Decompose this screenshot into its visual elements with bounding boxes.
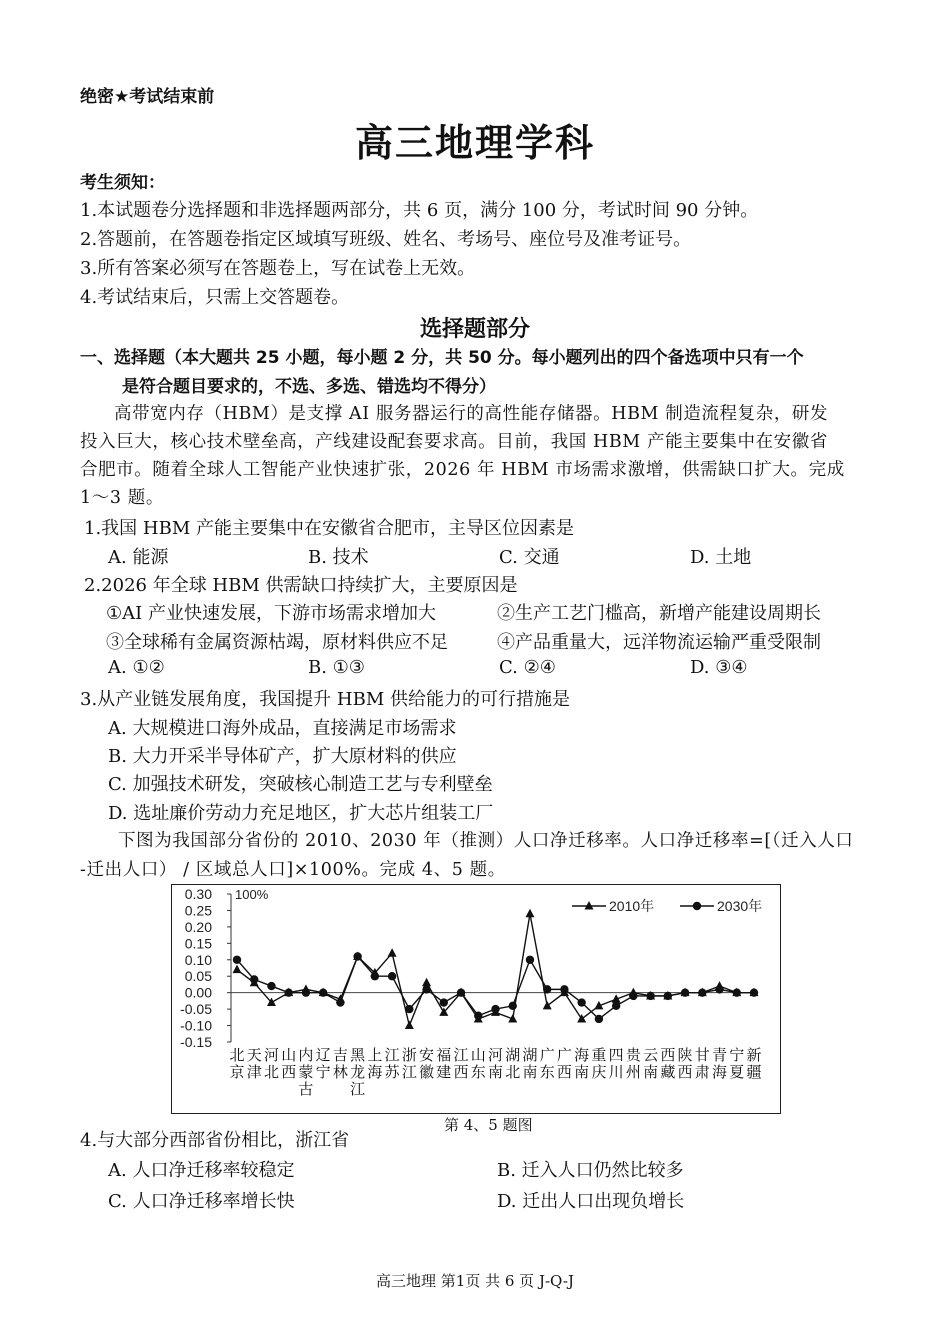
x-label-char: 福	[436, 1047, 452, 1064]
x-label-char: 上	[367, 1047, 383, 1064]
x-label-char: 西	[556, 1064, 572, 1081]
chart-caption: 第 4、5 题图	[444, 1116, 533, 1134]
x-label-char: 西	[677, 1064, 693, 1081]
y-tick-label: -0.15	[180, 1034, 212, 1050]
point-2030-黑龙江	[353, 952, 361, 960]
y-tick-label: 0.00	[184, 984, 212, 1001]
page-title: 高三地理学科	[354, 121, 595, 165]
point-2030-贵州	[629, 992, 637, 1000]
x-label-char: 山	[470, 1047, 486, 1064]
q3-option-a: A. 大规模进口海外成品，直接满足市场需求	[108, 718, 457, 739]
x-label-char: 苏	[384, 1064, 400, 1081]
point-2010-北京	[233, 965, 242, 974]
point-2030-辽宁	[319, 988, 327, 996]
x-label-char: 云	[643, 1047, 659, 1064]
point-2030-广东	[543, 985, 551, 993]
x-label-char: 东	[539, 1064, 555, 1081]
x-label-char: 海	[367, 1064, 383, 1081]
point-2030-上海	[371, 972, 379, 980]
x-label-char: 海	[712, 1064, 728, 1081]
q3-option-c: C. 加强技术研发，突破核心制造工艺与专利壁垒	[108, 774, 493, 795]
x-label-char: 肃	[694, 1064, 710, 1081]
x-label-char: 南	[643, 1064, 659, 1081]
x-label-char: 南	[574, 1064, 590, 1081]
passage-line: 1～3 题。	[80, 488, 164, 508]
notice-item: 3.所有答案必须写在答题卷上，写在试卷上无效。	[80, 258, 476, 279]
point-2030-宁夏	[733, 988, 741, 996]
point-2030-西藏	[664, 992, 672, 1000]
q1-option-d: D. 土地	[690, 547, 752, 568]
point-2030-湖南	[526, 956, 534, 964]
x-label-char: 川	[608, 1064, 624, 1081]
section-instructions: 一、选择题（本大题共 25 小题，每小题 2 分，共 50 分。每小题列出的四个备选项中只有一个	[80, 348, 804, 368]
x-label-char: 庆	[591, 1064, 607, 1081]
x-label-char: 山	[281, 1047, 297, 1064]
point-2030-江苏	[388, 972, 396, 980]
x-label-char: 东	[470, 1064, 486, 1081]
point-2030-天津	[250, 975, 258, 983]
x-label-char: 南	[487, 1064, 504, 1081]
x-label-char: 林	[332, 1064, 348, 1081]
y-tick-label: 0.05	[184, 968, 212, 985]
point-2010-浙江	[405, 1021, 414, 1030]
q2-option-a: A. ①②	[108, 657, 165, 678]
x-label-char: 京	[229, 1064, 245, 1081]
x-label-char: 湖	[505, 1047, 521, 1064]
legend-label: 2010年	[609, 898, 655, 914]
point-2030-北京	[233, 956, 241, 964]
section-title: 选择题部分	[419, 317, 530, 342]
point-2030-吉林	[336, 998, 344, 1006]
y-unit-label: 100%	[235, 887, 269, 902]
point-2030-江西	[457, 988, 465, 996]
y-tick-label: 0.15	[184, 935, 212, 952]
chart-svg	[172, 885, 780, 1113]
x-label-char: 湖	[522, 1047, 538, 1064]
passage-line: 高带宽内存（HBM）是支撑 AI 服务器运行的高性能存储器。HBM 制造流程复杂，研发	[114, 404, 829, 424]
x-label-char: 重	[591, 1047, 607, 1064]
point-2030-云南	[646, 992, 654, 1000]
passage-line: 合肥市。随着全球人工智能产业快速扩张，2026 年 HBM 市场需求激增，供需缺口扩大。完成	[80, 460, 845, 480]
x-label-char: 徽	[419, 1064, 435, 1081]
x-label-char: 海	[574, 1047, 590, 1064]
point-2030-广西	[560, 985, 568, 993]
x-label-char: 西	[660, 1047, 676, 1064]
x-label-char: 安	[419, 1047, 435, 1064]
y-tick-label: -0.10	[180, 1017, 212, 1034]
question-4-stem: 4.与大部分西部省份相比，浙江省	[80, 1130, 350, 1151]
q3-option-b: B. 大力开采半导体矿产，扩大原材料的供应	[108, 746, 457, 767]
x-label-char: 古	[298, 1081, 314, 1098]
x-label-char: 天	[246, 1047, 262, 1064]
x-label-char: 西	[281, 1064, 297, 1081]
x-label-char: 吉	[332, 1047, 348, 1064]
question-2-stem: 2.2026 年全球 HBM 供需缺口持续扩大，主要原因是	[84, 575, 518, 596]
q4-option-a: A. 人口净迁移率较稳定	[108, 1160, 295, 1181]
point-2030-山东	[474, 1011, 482, 1019]
y-tick-label: 0.30	[184, 886, 212, 902]
point-2030-福建	[440, 998, 448, 1006]
x-label-char: 西	[453, 1064, 469, 1081]
q4-option-b: B. 迁入人口仍然比较多	[497, 1160, 684, 1181]
x-label-char: 宁	[729, 1047, 745, 1064]
point-2030-山西	[285, 988, 293, 996]
notice-item: 4.考试结束后，只需上交答题卷。	[80, 287, 350, 308]
point-2010-江苏	[388, 948, 397, 957]
passage-line: -迁出人口） / 区域总人口]×100%。完成 4、5 题。	[80, 860, 506, 880]
x-label-char: 藏	[660, 1064, 676, 1081]
point-2010-湖南	[525, 909, 534, 918]
x-label-char: 夏	[729, 1064, 745, 1081]
x-label-char: 北	[263, 1064, 279, 1081]
point-2030-河北	[267, 982, 275, 990]
point-2010-广东	[543, 1001, 552, 1010]
point-2030-新疆	[750, 988, 758, 996]
x-label-char: 广	[539, 1047, 555, 1064]
x-label-char: 内	[298, 1047, 314, 1064]
q2-item-2: ②生产工艺门槛高，新增产能建设周期长	[497, 603, 821, 624]
legend-marker-triangle	[585, 901, 594, 910]
x-label-char: 江	[453, 1047, 469, 1064]
notice-heading: 考生须知：	[80, 173, 165, 193]
q2-item-1: ①AI 产业快速发展，下游市场需求增加大	[106, 603, 436, 624]
q2-option-c: C. ②④	[499, 657, 556, 678]
q1-option-c: C. 交通	[499, 547, 560, 568]
passage-line: 投入巨大，核心技术壁垒高，产线建设配套要求高。目前，我国 HBM 产能主要集中在安徽省	[80, 432, 828, 452]
x-label-char: 龙	[350, 1064, 366, 1081]
y-tick-label: -0.05	[180, 1001, 212, 1018]
point-2030-安徽	[422, 985, 430, 993]
x-label-char: 浙	[401, 1047, 417, 1064]
question-3-stem: 3.从产业链发展角度，我国提升 HBM 供给能力的可行措施是	[80, 689, 570, 710]
q3-option-d: D. 选址廉价劳动力充足地区，扩大芯片组装工厂	[108, 803, 494, 824]
q2-option-d: D. ③④	[690, 657, 748, 678]
point-2030-内蒙古	[302, 988, 310, 996]
x-label-char: 陕	[677, 1047, 693, 1064]
point-2030-陕西	[681, 988, 689, 996]
x-label-char: 青	[712, 1047, 728, 1064]
q4-option-c: C. 人口净迁移率增长快	[108, 1191, 295, 1212]
x-label-char: 北	[229, 1047, 245, 1064]
x-label-char: 四	[608, 1047, 624, 1064]
x-label-char: 宁	[315, 1064, 331, 1081]
q2-item-4: ④产品重量大，远洋物流运输严重受限制	[497, 632, 821, 653]
q2-option-b: B. ①③	[308, 657, 365, 678]
legend-label: 2030年	[717, 898, 763, 914]
notice-item: 2.答题前，在答题卷指定区域填写班级、姓名、考场号、座位号及准考证号。	[80, 229, 692, 250]
q1-option-b: B. 技术	[308, 547, 369, 568]
point-2030-浙江	[405, 1005, 413, 1013]
x-label-char: 黑	[350, 1047, 366, 1064]
x-label-char: 州	[625, 1064, 641, 1081]
question-1-stem: 1.我国 HBM 产能主要集中在安徽省合肥市，主导区位因素是	[84, 518, 574, 539]
x-label-char: 江	[384, 1047, 400, 1064]
x-label-char: 津	[246, 1064, 262, 1081]
point-2030-甘肃	[698, 988, 706, 996]
q1-option-a: A. 能源	[108, 547, 169, 568]
point-2010-安徽	[422, 978, 431, 987]
x-label-char: 新	[746, 1047, 762, 1064]
x-label-char: 甘	[694, 1047, 710, 1064]
q4-option-d: D. 迁出人口出现负增长	[497, 1191, 685, 1212]
x-label-char: 蒙	[298, 1064, 314, 1081]
section-instructions-cont: 是符合题目要求的，不选、多选、错选均不得分）	[122, 377, 496, 397]
y-tick-label: 0.10	[184, 951, 212, 968]
point-2030-重庆	[595, 1015, 603, 1023]
migration-rate-chart	[171, 884, 781, 1114]
x-label-char: 贵	[625, 1047, 641, 1064]
x-label-char: 河	[487, 1047, 504, 1064]
x-label-char: 疆	[746, 1064, 762, 1081]
x-label-char: 江	[350, 1081, 366, 1098]
x-label-char: 辽	[315, 1047, 331, 1064]
y-tick-label: 0.20	[184, 918, 212, 935]
x-label-char: 广	[556, 1047, 572, 1064]
notice-item: 1.本试题卷分选择题和非选择题两部分，共 6 页，满分 100 分，考试时间 90 分钟。	[80, 200, 759, 221]
confidential-mark: 绝密★考试结束前	[80, 87, 215, 107]
x-label-char: 建	[436, 1064, 452, 1081]
x-label-char: 北	[505, 1064, 521, 1081]
point-2030-海南	[577, 998, 585, 1006]
point-2030-湖北	[509, 1002, 517, 1010]
point-2030-河南	[491, 1005, 499, 1013]
y-tick-label: 0.25	[184, 902, 212, 919]
x-label-char: 南	[522, 1064, 538, 1081]
point-2030-四川	[612, 1002, 620, 1010]
passage-line: 下图为我国部分省份的 2010、2030 年（推测）人口净迁移率。人口净迁移率=[（迁入人口	[118, 831, 854, 851]
x-label-char: 江	[401, 1064, 417, 1081]
x-label-char: 河	[263, 1047, 279, 1064]
point-2030-青海	[715, 985, 723, 993]
page-footer: 高三地理 第1页 共 6 页 J-Q-J	[376, 1272, 574, 1290]
legend-marker-circle	[693, 902, 701, 910]
q2-item-3: ③全球稀有金属资源枯竭，原材料供应不足	[106, 632, 448, 653]
